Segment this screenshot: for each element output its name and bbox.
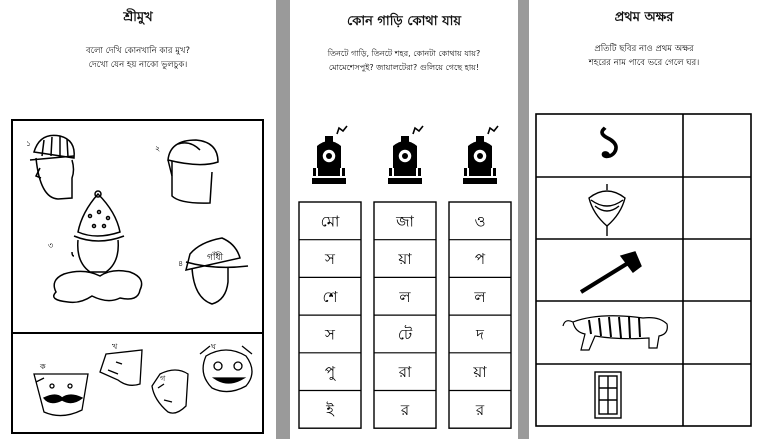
letter-cell[interactable]: ল: [474, 287, 486, 306]
face-number-1: ১: [26, 139, 32, 148]
long-face: [152, 370, 188, 413]
face-letter-ga: গ: [160, 374, 166, 383]
numeral-one-picture: ১: [594, 117, 624, 168]
train-letter-grid: [290, 0, 518, 439]
train-icon-2: [388, 126, 423, 184]
page-title: শ্রীমুখ: [123, 10, 153, 25]
faces-puzzle-drawing: [0, 0, 276, 439]
rhyme-line-1: প্রতিটি ছবির নাও প্রথম অক্ষর: [594, 44, 694, 54]
train-icon-1: [312, 126, 347, 184]
face-letter-kha: খ: [112, 342, 118, 351]
face-letter-gha: ঘ: [211, 342, 216, 351]
tiger-icon: [563, 316, 667, 350]
rhyme-line-2: দেখো যেন হয় নাকো ভুলচুক।: [88, 60, 188, 70]
rhyme-line-2: শহরের নাম পাবে ভরে গেলে ঘর।: [588, 58, 700, 68]
worksheet-page-trains: [290, 0, 518, 439]
answer-cell-3[interactable]: [683, 239, 751, 301]
letter-cell[interactable]: স: [325, 325, 335, 344]
letter-cell[interactable]: রা: [398, 363, 412, 382]
letter-cell[interactable]: ল: [399, 287, 411, 306]
letter-cell[interactable]: ও: [474, 212, 486, 231]
letter-cell[interactable]: জা: [396, 212, 414, 231]
worksheet-page-shrimukh: [0, 0, 276, 439]
face-number-3: ৩: [48, 241, 54, 250]
letter-cell[interactable]: মো: [320, 212, 340, 231]
face-number-2: ২: [155, 144, 161, 153]
pointed-face: [100, 350, 142, 385]
worksheet-page-first-letter: [529, 0, 759, 439]
face-number-4: ৪: [178, 259, 184, 268]
hat-label: গাঁধী: [207, 253, 224, 263]
letter-cell[interactable]: পু: [324, 363, 336, 382]
letter-cell[interactable]: য়া: [398, 250, 412, 269]
rhyme-line-1: তিনটে গাড়ি, তিনটে শহর, কোনটা কোথায় যায়?: [327, 49, 481, 58]
page-title: প্রথম অক্ষর: [614, 10, 674, 25]
helmet-head-1: [30, 135, 74, 199]
answer-cell-1[interactable]: [683, 114, 751, 177]
answer-cell-4[interactable]: [683, 301, 751, 364]
face-letter-ka: ক: [40, 362, 46, 371]
letter-cell[interactable]: দ: [476, 325, 484, 344]
rhyme-line-2: মোমেশেসপুই? জায়ালটেরা? গুলিয়ে গেছে হায়!: [328, 63, 480, 72]
door-icon: [595, 372, 621, 418]
hat-head-4: [186, 238, 248, 304]
rhyme-line-1: বলো দেখি কোনখানি কার মুখ?: [85, 46, 191, 56]
page-title: কোন গাড়ি কোথা যায়: [346, 14, 461, 29]
answer-cell-2[interactable]: [683, 177, 751, 239]
letter-cell[interactable]: স: [325, 250, 335, 269]
train-icon-3: [463, 126, 498, 184]
letter-cell[interactable]: শে: [322, 287, 338, 306]
spinning-top-icon: [589, 184, 625, 236]
picture-answer-grid: [529, 0, 759, 439]
cap-head-2: [168, 140, 218, 203]
letter-cell[interactable]: য়া: [473, 363, 487, 382]
axe-icon: [581, 252, 641, 292]
letter-cell[interactable]: র: [400, 400, 410, 419]
letter-cell[interactable]: টে: [397, 325, 413, 344]
letter-cell[interactable]: ই: [326, 400, 334, 419]
letter-cell[interactable]: র: [475, 400, 485, 419]
answer-cell-5[interactable]: [683, 364, 751, 426]
demon-face: [200, 346, 252, 392]
letter-cell[interactable]: প: [474, 250, 486, 269]
crown-head-3: [54, 191, 142, 302]
mustache-face: [34, 374, 88, 416]
